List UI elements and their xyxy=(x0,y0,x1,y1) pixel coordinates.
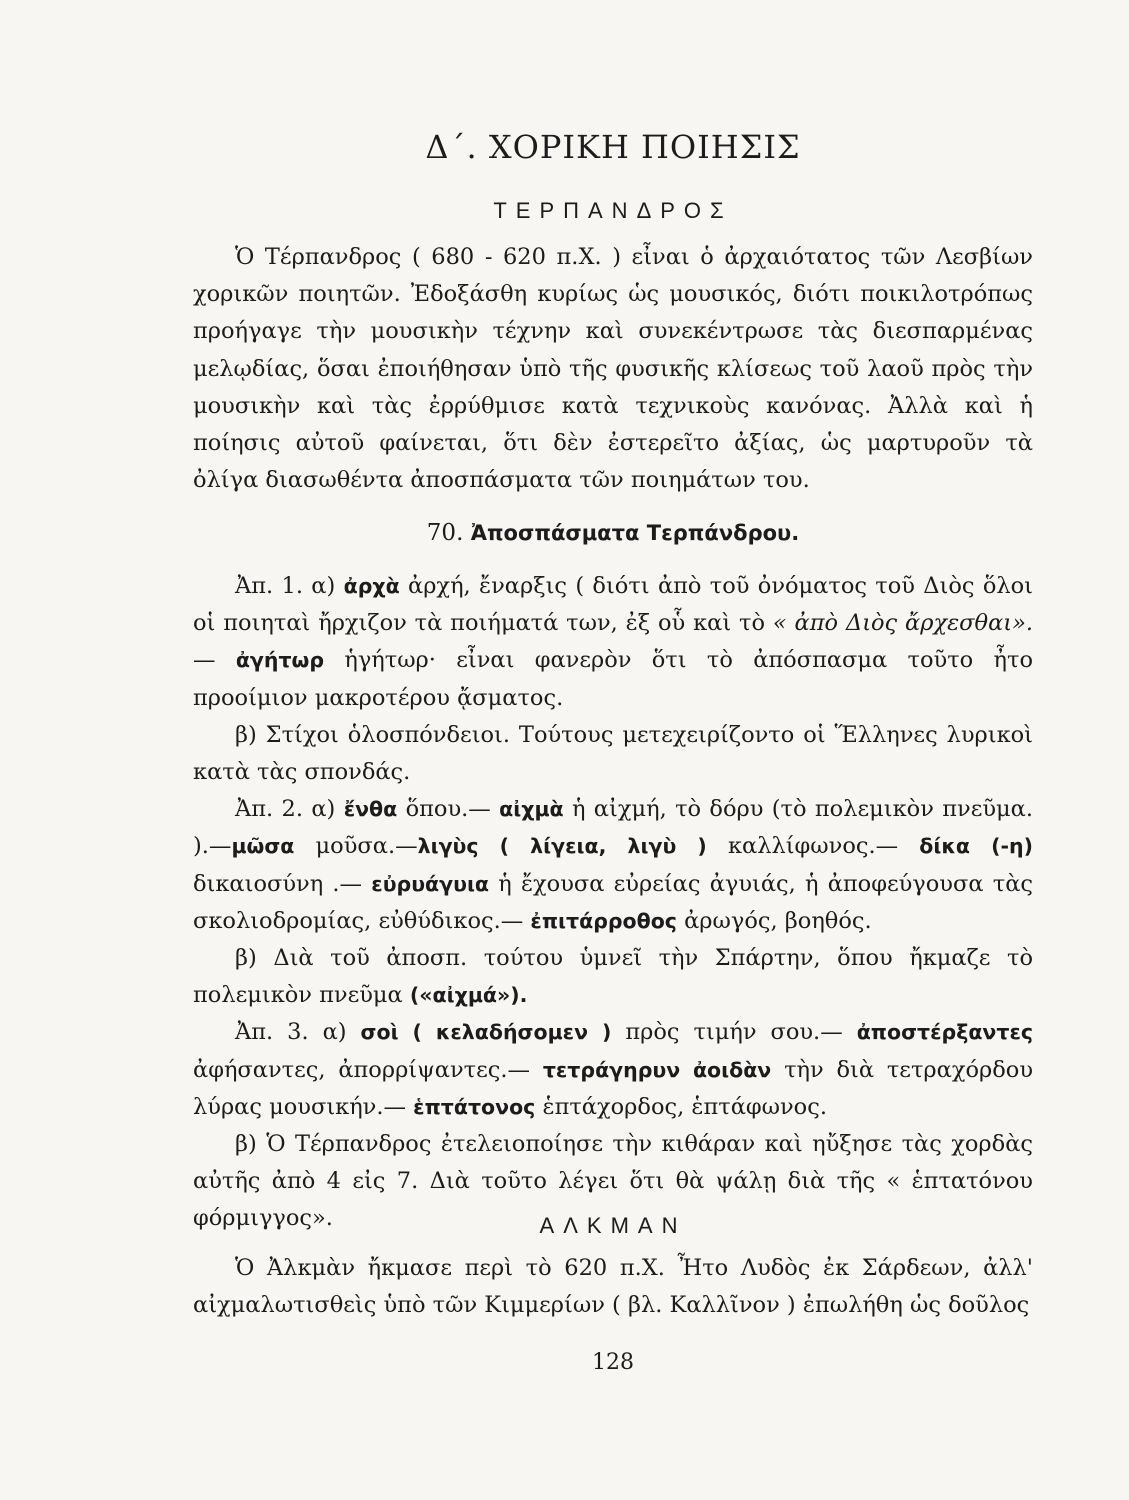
fragments-heading xyxy=(193,520,1033,546)
fragments-number: 70. xyxy=(426,520,464,546)
fragments-title: Ἀποσπάσματα Τερπάνδρου. xyxy=(470,521,800,545)
section-title: Δ΄. ΧΟΡΙΚΗ ΠΟΙΗΣΙΣ xyxy=(425,128,801,166)
alkman-paragraph: Ὁ Ἀλκμὰν ἤκμασε περὶ τὸ 620 π.Χ. Ἦτο Λυδὸς ἐκ Σάρδεων, ἀλλ' αἰχμαλωτισθεὶς ὑπὸ τῶν Κιμμερίων ( βλ. Καλλῖνον ) ἐπωλήθη ὡς δοῦλος xyxy=(193,1255,1033,1319)
poet-heading-alkman: ΑΛΚΜΑΝ xyxy=(539,1213,687,1238)
fragment-3b: β) Ὁ Τέρπανδρος ἐτελειοποίησε τὴν κιθάραν καὶ ηὔξησε τὰς χορδὰς αὐτῆς ἀπὸ 4 εἰς 7. Διὰ τοῦτο λέγει ὅτι θὰ ψάλῃ διὰ τῆς « ἑπτατόνου φόρμιγγος». xyxy=(193,1131,1033,1232)
fragment-2a: Ἀπ. 2. α) ἔνθα ὅπου.— αἰχμὰ ἡ αἰχμή, τὸ δόρυ (τὸ πολεμικὸν πνεῦμα. ).—μῶσα μοῦσα.—λιγὺς ( λίγεια, λιγὺ ) καλλίφωνος.— δίκα (-η) δικαιοσύνη .— εὐρυάγυια ἡ ἔχουσα εὐρείας ἀγυιάς, ἡ ἀποφεύγουσα τὰς σκολιοδρομίας, εὐθύδικος.— ἐπιτάρροθος ἀρωγός, βοηθός. xyxy=(193,796,1033,934)
fragment-1a: Ἀπ. 1. α) ἀρχὰ ἀρχή, ἔναρξις ( διότι ἀπὸ τοῦ ὀνόματος τοῦ Διὸς ὅλοι οἱ ποιηταὶ ἤρχιζον τὰ ποιήματά των, ἐξ οὗ καὶ τὸ « ἀπὸ Διὸς ἄρχεσθαι».— ἀγήτωρ ἡγήτωρ· εἶναι φανερὸν ὅτι τὸ ἀπόσπασμα τοῦτο ἦτο προοίμιον μακροτέρου ᾄσματος. xyxy=(193,573,1034,711)
fragments-commentary xyxy=(193,568,1033,1238)
fragment-1b: β) Στίχοι ὁλοσπόνδειοι. Τούτους μετεχειρίζοντο οἱ Ἕλληνες λυρικοὶ κατὰ τὰς σπονδάς. xyxy=(193,721,1033,786)
intro-paragraph: Ὁ Τέρπανδρος ( 680 - 620 π.Χ. ) εἶναι ὁ ἀρχαιότατος τῶν Λεσβίων χορικῶν ποιητῶν. Ἐδοξάσθη κυρίως ὡς μουσικός, διότι ποικιλοτρόπως προήγαγε τὴν μουσικὴν τέχνην καὶ συνεκέντρωσε τὰς διεσπαρμένας μελῳδίας, ὅσαι ἐποιήθησαν ὑπὸ τῆς φυσικῆς κλίσεως τοῦ λαοῦ πρὸς τὴν μουσικὴν καὶ τὰς ἐρρύθμισε κατὰ τεχνικοὺς κανόνας. Ἀλλὰ καὶ ἡ ποίησις αὐτοῦ φαίνεται, ὅτι δὲν ἐστερεῖτο ἀξίας, ὡς μαρτυροῦν τὰ ὀλίγα διασωθέντα ἀποσπάσματα τῶν ποιημάτων του. xyxy=(193,244,1033,494)
terpandros-intro xyxy=(193,239,1033,499)
poet-heading-terpandros: ΤΕΡΠΑΝΔΡΟΣ xyxy=(493,198,733,223)
fragment-3a: Ἀπ. 3. α) σοὶ ( κελαδήσομεν ) πρὸς τιμήν σου.— ἀποστέρξαντες ἀφήσαντες, ἀπορρίψαντες.— τετράγηρυν ἀοιδὰν τὴν διὰ τετραχόρδου λύρας μουσικήν.— ἑπτάτονος ἑπτάχορδος, ἑπτάφωνος. xyxy=(193,1019,1034,1120)
alkman-intro xyxy=(193,1250,1033,1324)
page-number: 128 xyxy=(592,1350,634,1375)
fragment-2b: β) Διὰ τοῦ ἀποσπ. τούτου ὑμνεῖ τὴν Σπάρτην, ὅπου ἤκμαζε τὸ πολεμικὸν πνεῦμα («αἰχμά»). xyxy=(193,945,1033,1009)
